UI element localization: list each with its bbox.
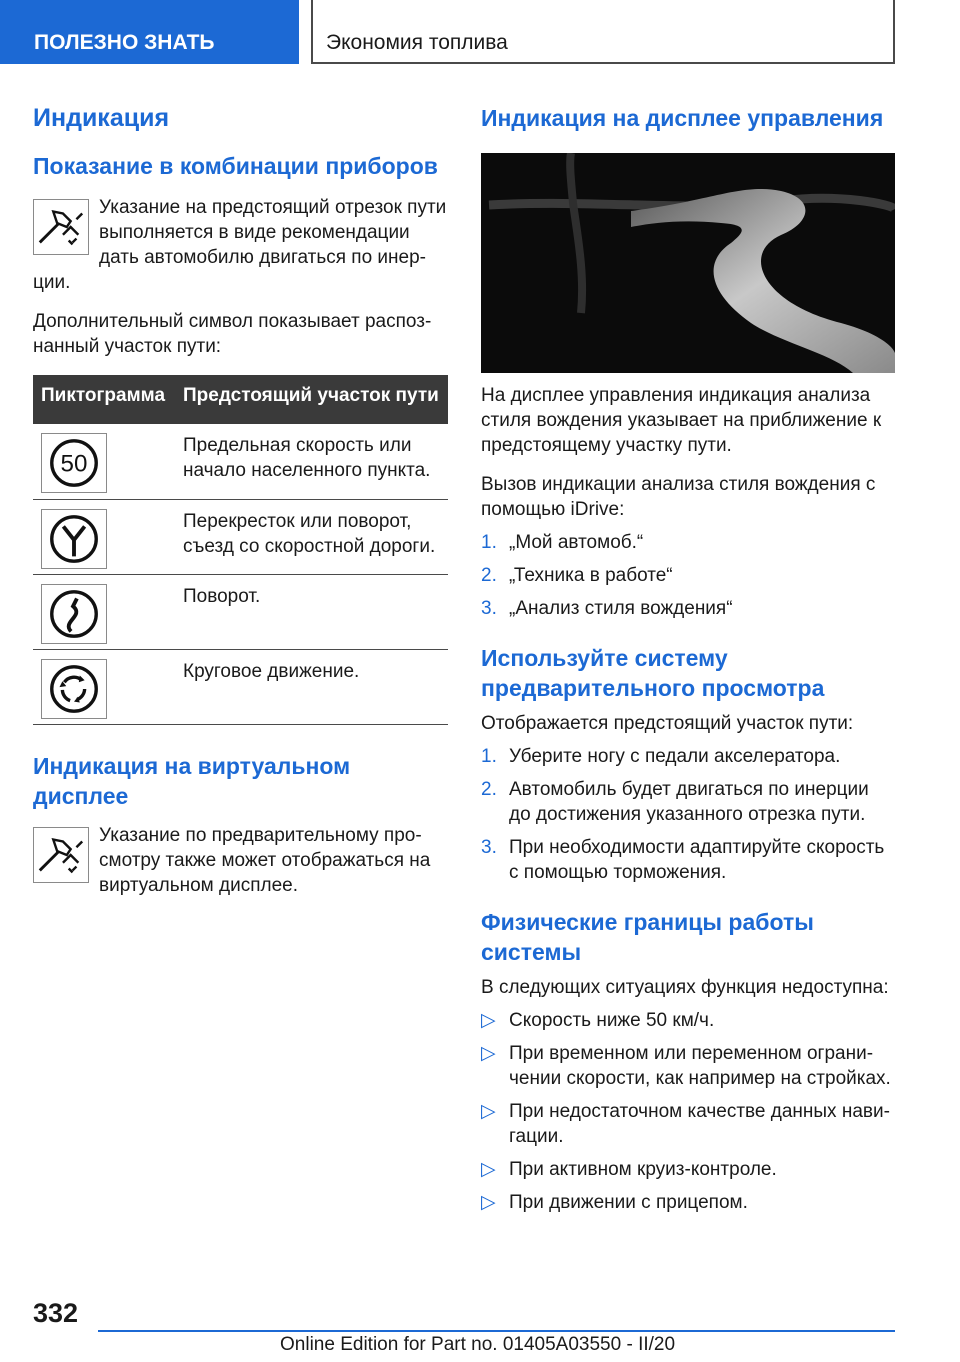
list-item: ▷ При недостаточном качестве данных навигации. xyxy=(481,1101,890,1147)
chapter-title: Экономия топлива xyxy=(311,0,895,64)
list-item: ▷ Скорость ниже 50 км/ч. xyxy=(481,1010,715,1031)
list-item: ▷ При активном круиз-контроле. xyxy=(481,1159,777,1180)
table-cell-text: Предельная скорость или начало населенного пункта. xyxy=(175,424,448,499)
coasting-hint-icon xyxy=(33,199,89,255)
bullet-triangle-icon: ▷ xyxy=(481,1159,496,1180)
heading-use-preview: Используйте систему предварительного просмотра xyxy=(481,645,825,701)
table-header-segment: Предстоящий участок пути xyxy=(175,375,448,424)
preview-steps xyxy=(481,744,895,885)
list-item: ▷ При временном или переменном ограничении скорости, как например на стройках. xyxy=(481,1043,891,1089)
edition-note: Online Edition for Part no. 01405A03550 - II/20 xyxy=(280,1334,676,1355)
pictogram-table xyxy=(33,375,448,725)
heading-virtual-display: Индикация на виртуальном дисплее xyxy=(33,752,351,809)
paragraph-segment-shown: Отображается предстоящий участок пути: xyxy=(481,713,854,734)
table-row xyxy=(33,499,448,574)
limits-list xyxy=(481,1008,895,1215)
list-item: 2. Автомобиль будет двигаться по инерции до достижения указанного отрезка пути. xyxy=(481,779,869,825)
list-item: 2. „Техника в работе“ xyxy=(481,565,673,586)
road-preview-image xyxy=(481,153,895,373)
paragraph-coasting: Указание на предстоящий отрезок пути выполняется в виде рекомендации дать автомобилю двигаться по инерции. xyxy=(33,197,447,293)
table-header-pictogram: Пиктограмма xyxy=(33,375,175,424)
table-cell-text: Перекресток или поворот, съезд со скоростной дороги. xyxy=(175,499,448,574)
heading-instrument-cluster: Показание в комбинации приборов xyxy=(33,153,438,179)
heading-control-display: Индикация на дисплее управления xyxy=(481,105,884,131)
bullet-triangle-icon: ▷ xyxy=(481,1010,496,1031)
page-number: 332 xyxy=(33,1298,79,1328)
paragraph-unavailable: В следующих ситуациях функция недоступна: xyxy=(481,977,889,998)
list-item: 1. „Мой автомоб.“ xyxy=(481,532,644,553)
section-tab: ПОЛЕЗНО ЗНАТЬ xyxy=(0,0,299,64)
heading-system-limits: Физические границы работы системы xyxy=(481,909,814,965)
paragraph-idrive: Вызов индикации анализа стиля вождения с помощью iDrive: xyxy=(481,474,876,520)
table-row xyxy=(33,424,448,499)
heading-indication: Индикация xyxy=(33,104,170,132)
table-row xyxy=(33,649,448,724)
list-item: ▷ При движении с прицепом. xyxy=(481,1192,748,1213)
right-column xyxy=(481,103,895,1215)
junction-icon xyxy=(41,509,107,569)
paragraph-extra-symbol: Дополнительный символ показывает распознанный участок пути: xyxy=(33,311,432,357)
table-cell-text: Круговое движение. xyxy=(175,649,448,724)
paragraph-control-display: На дисплее управления индикация анализа стиля вождения указывает на приближение к предстоящему участку пути. xyxy=(481,385,882,456)
bullet-triangle-icon: ▷ xyxy=(481,1101,496,1122)
list-item: 3. „Анализ стиля вождения“ xyxy=(481,598,733,619)
table-row xyxy=(33,574,448,649)
table-cell-text: Поворот. xyxy=(175,574,448,649)
coasting-hint-icon xyxy=(33,827,89,883)
paragraph-virtual-display: Указание по предварительному просмотру также может отображаться на виртуальном дисплее. xyxy=(99,824,431,896)
roundabout-icon xyxy=(41,659,107,719)
list-item: 3. При необходимости адаптируйте скорость с помощью торможения. xyxy=(481,837,885,883)
bullet-triangle-icon: ▷ xyxy=(481,1192,496,1213)
left-column xyxy=(33,103,448,898)
idrive-steps xyxy=(481,530,895,621)
footer-divider xyxy=(98,1330,895,1332)
bullet-triangle-icon: ▷ xyxy=(481,1043,496,1064)
list-item: 1. Уберите ногу с педали акселератора. xyxy=(481,746,841,767)
curve-icon xyxy=(41,584,107,644)
svg-text:50: 50 xyxy=(60,450,88,478)
speed-limit-50-icon xyxy=(41,433,107,493)
